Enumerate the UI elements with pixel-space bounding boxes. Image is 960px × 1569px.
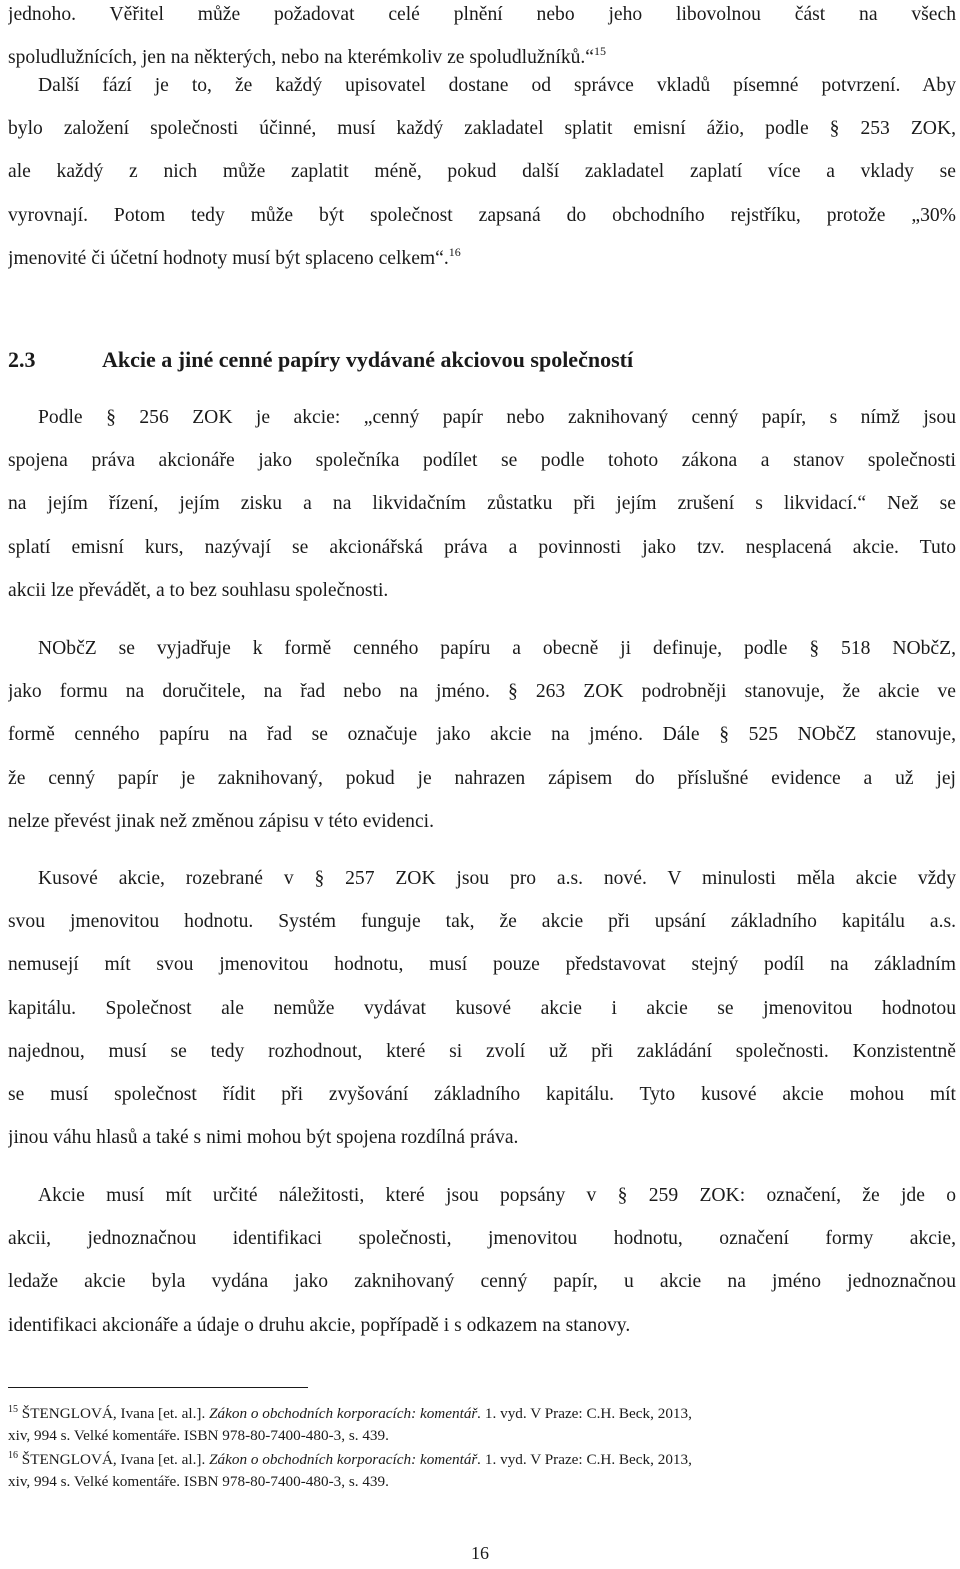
text-line: splatí emisní kurs, nazývají se akcionářská práva a povinnosti jako tzv. nesplacená akcie. Tuto [8,536,956,558]
text-line: se musí společnost řídit při zvyšování základního kapitálu. Tyto kusové akcie mohou mít [8,1084,956,1106]
text-line: jako formu na doručitele, na řad nebo na jméno. § 263 ZOK podrobněji stanovuje, že akcie ve [8,681,956,703]
text-line: jinou váhu hlasů a také s nimi mohou být spojena rozdílná práva. [8,1127,519,1149]
text-line: kapitálu. Společnost ale nemůže vydávat kusové akcie i akcie se jmenovitou hodnotou [8,997,956,1019]
text-line: Další fází je to, že každý upisovatel dostane od správce vkladů písemné potvrzení. Aby [38,75,956,96]
footnote-line: xiv, 994 s. Velké komentáře. ISBN 978-80-7400-480-3, s. 439. [8,1426,389,1444]
footnote-author: ŠTENGLOVÁ, Ivana [et. al.]. [21,1405,206,1422]
section-number: 2.3 [8,347,36,372]
text-line: ledaže akcie byla vydána jako zaknihovaný cenný papír, u akcie na jméno jednoznačnou [8,1271,956,1293]
paragraph-founding [8,64,956,280]
text-line: na jejím řízení, jejím zisku a na likvidačním zůstatku při jejím zrušení s likvidací.“ Než se [8,493,956,515]
text-line: najednou, musí se tedy rozhodnout, které si zvolí už při zakládání společnosti. Konzistentně [8,1040,956,1062]
text-line: Podle § 256 ZOK je akcie: „cenný papír nebo zaknihovaný cenný papír, s nímž jsou [38,407,956,428]
footnote-publication: 1. vyd. V Praze: C.H. Beck, 2013, [484,1451,692,1468]
footnote-reference-15[interactable]: 15 [594,44,607,59]
footnote-16 [8,1449,956,1492]
text-line [8,237,956,280]
footnote-number: 15 [8,1404,18,1415]
text-segment: jmenovité či účetní hodnoty musí být splaceno celkem“. [8,247,449,269]
paragraph-share-definition [8,396,956,612]
footnote-publication: 1. vyd. V Praze: C.H. Beck, 2013, [484,1405,692,1422]
paragraph-security-form [8,627,956,843]
text-line: akcii, jednoznačnou identifikaci společnosti, jmenovitou hodnotu, označení formy akcie, [8,1228,956,1250]
page-number: 16 [471,1543,489,1563]
text-line: bylo založení společnosti účinné, musí každý zakladatel splatit emisní ážio, podle § 253 ZOK, [8,118,956,140]
text-line: jednoho. Věřitel může požadovat celé plnění nebo jeho libovolnou část na všech [8,4,956,25]
section-title: Akcie a jiné cenné papíry vydávané akciovou společností [102,347,634,372]
footnote-reference-16[interactable]: 16 [448,244,461,259]
text-line: nelze převést jinak než změnou zápisu v této evidenci. [8,810,434,832]
text-line: nemusejí mít svou jmenovitou hodnotu, musí pouze představovat stejný podíl na základním [8,954,956,976]
text-line: Kusové akcie, rozebrané v § 257 ZOK jsou pro a.s. nové. V minulosti měla akcie vždy [38,868,956,889]
text-line: NObčZ se vyjadřuje k formě cenného papíru a obecně ji definuje, podle § 518 NObčZ, [38,638,956,659]
text-line: Akcie musí mít určité náležitosti, které jsou popsány v § 259 ZOK: označení, že jde o [38,1185,956,1206]
footnote-title: Zákon o obchodních korporacích: komentář. [209,1451,482,1468]
footnote-15 [8,1403,956,1446]
text-line: spojena práva akcionáře jako společníka podílet se podle tohoto zákona a stanov společnosti [8,450,956,472]
footnote-line: xiv, 994 s. Velké komentáře. ISBN 978-80-7400-480-3, s. 439. [8,1472,389,1490]
paragraph-no-par-shares [8,857,956,1159]
text-line: vyrovnají. Potom tedy může být společnost zapsaná do obchodního rejstříku, protože „30% [8,204,956,226]
text-line: akcii lze převádět, a to bez souhlasu společnosti. [8,579,389,601]
section-heading [8,340,633,380]
footnote-separator [8,1387,308,1388]
text-line: svou jmenovitou hodnotu. Systém funguje tak, že akcie při upsání základního kapitálu a.s. [8,911,956,933]
footnote-title: Zákon o obchodních korporacích: komentář. [209,1405,482,1422]
footnote-author: ŠTENGLOVÁ, Ivana [et. al.]. [21,1451,206,1468]
footnote-line [8,1449,956,1471]
text-line: identifikaci akcionáře a údaje o druhu akcie, popřípadě i s odkazem na stanovy. [8,1314,631,1336]
footnote-number: 16 [8,1450,18,1461]
text-line: že cenný papír je zaknihovaný, pokud je nahrazen zápisem do příslušné evidence a už jej [8,767,956,789]
text-segment: spoludlužnících, jen na některých, nebo na kterémkoliv ze spoludlužníků.“ [8,47,595,69]
text-line: formě cenného papíru na řad se označuje jako akcie na jméno. Dále § 525 NObčZ stanovuje, [8,724,956,746]
paragraph-share-requisites [8,1174,956,1347]
footnote-line [8,1403,956,1425]
text-line: ale každý z nich může zaplatit méně, pokud další zakladatel zaplatí více a vklady se [8,161,956,183]
